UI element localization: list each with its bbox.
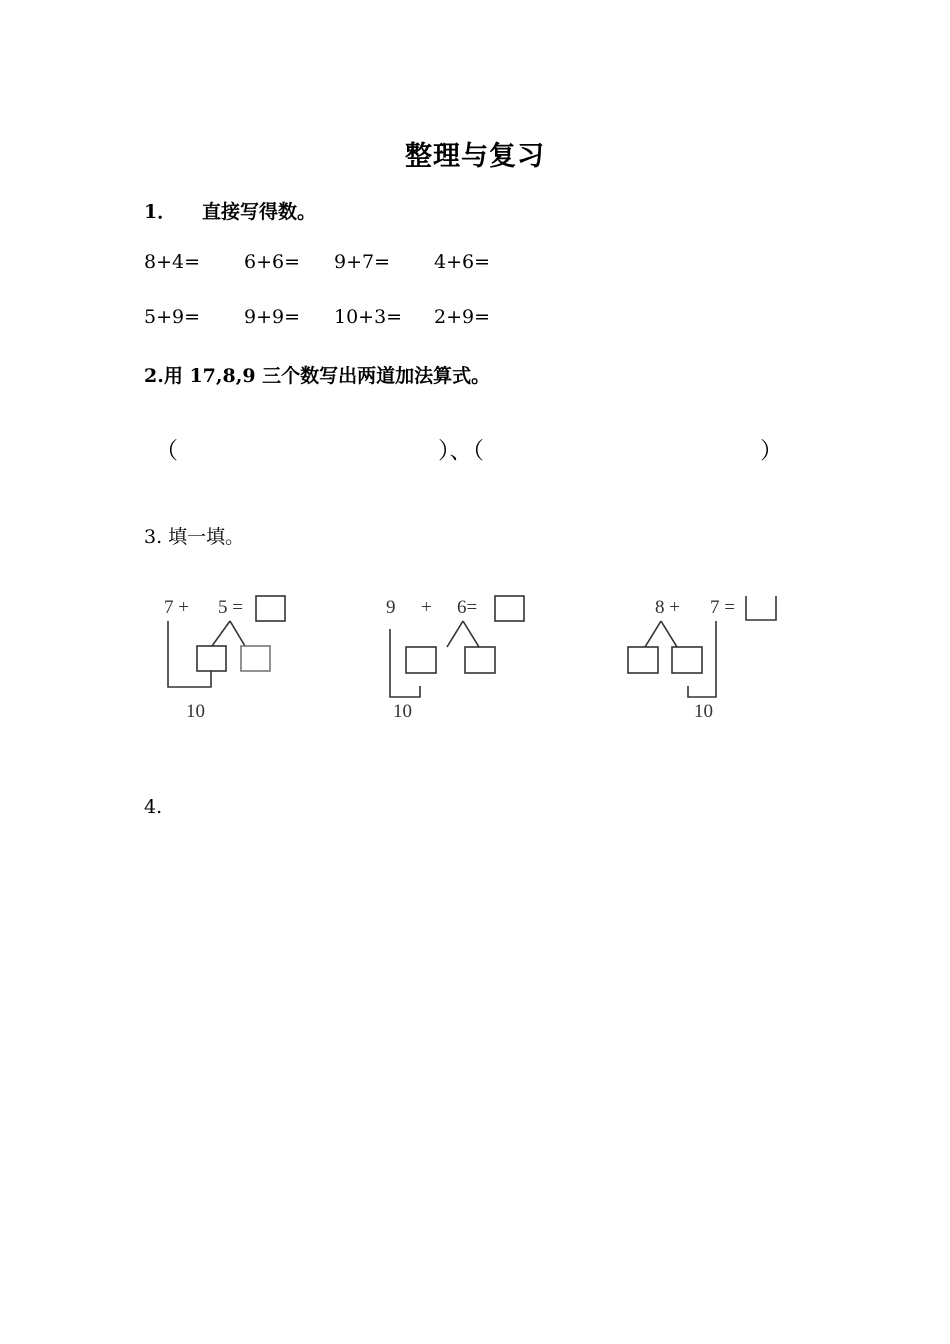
fig3-addend-b: 7 =: [710, 597, 735, 618]
q1-expr: 10+3=: [334, 306, 403, 328]
fig1-addend-b: 5 =: [218, 597, 243, 618]
answer-blank-separator: ）、（: [438, 438, 484, 464]
q1-expr: 9+9=: [244, 306, 301, 328]
fig1-sum-box: [256, 596, 285, 621]
answer-blank-open: （: [155, 438, 178, 464]
q1-expr: 6+6=: [244, 251, 301, 273]
q3-prompt: 3. 填一填。: [144, 526, 245, 548]
fig1-part-box: [197, 646, 226, 671]
fig1-ten-label: 10: [186, 701, 205, 722]
fig1-bracket: [168, 621, 211, 687]
fig3-ten-label: 10: [694, 701, 713, 722]
fig1-part-box: [241, 646, 270, 671]
fig3-split-line: [661, 621, 677, 647]
fig3-addend-a: 8 +: [655, 597, 680, 618]
fig2-ten-label: 10: [393, 701, 412, 722]
fig3-sum-box: [746, 596, 776, 620]
fig2-part-box: [465, 647, 495, 673]
answer-blank-close: ）: [760, 438, 783, 464]
q1-number: 1．: [144, 201, 177, 223]
fig2-sum-box: [495, 596, 524, 621]
q2-prompt: 2.用 17,8,9 三个数写出两道加法算式。: [144, 365, 491, 387]
fig2-split-line: [463, 621, 479, 647]
fig3-part-box: [672, 647, 702, 673]
q1-expr: 4+6=: [434, 251, 491, 273]
q4-number: 4.: [144, 796, 163, 818]
q1-expr: 9+7=: [334, 251, 391, 273]
fig2-addend-a: 9: [386, 597, 396, 618]
fig2-bracket: [390, 629, 420, 697]
fig2-addend-b: 6=: [457, 597, 478, 618]
q1-prompt: 直接写得数。: [202, 201, 317, 223]
fig3-split-line: [645, 621, 661, 647]
fig1-addend-a: 7 +: [164, 597, 189, 618]
page-title: 整理与复习: [405, 141, 545, 172]
q1-expr: 2+9=: [434, 306, 491, 328]
fig1-split-line: [212, 621, 230, 646]
fig2-split-line: [447, 621, 463, 647]
fig2-part-box: [406, 647, 436, 673]
fig2-plus: +: [421, 597, 432, 618]
q1-expr: 5+9=: [144, 306, 201, 328]
q1-expr: 8+4=: [144, 251, 201, 273]
fig1-split-line: [230, 621, 245, 646]
fig3-part-box: [628, 647, 658, 673]
